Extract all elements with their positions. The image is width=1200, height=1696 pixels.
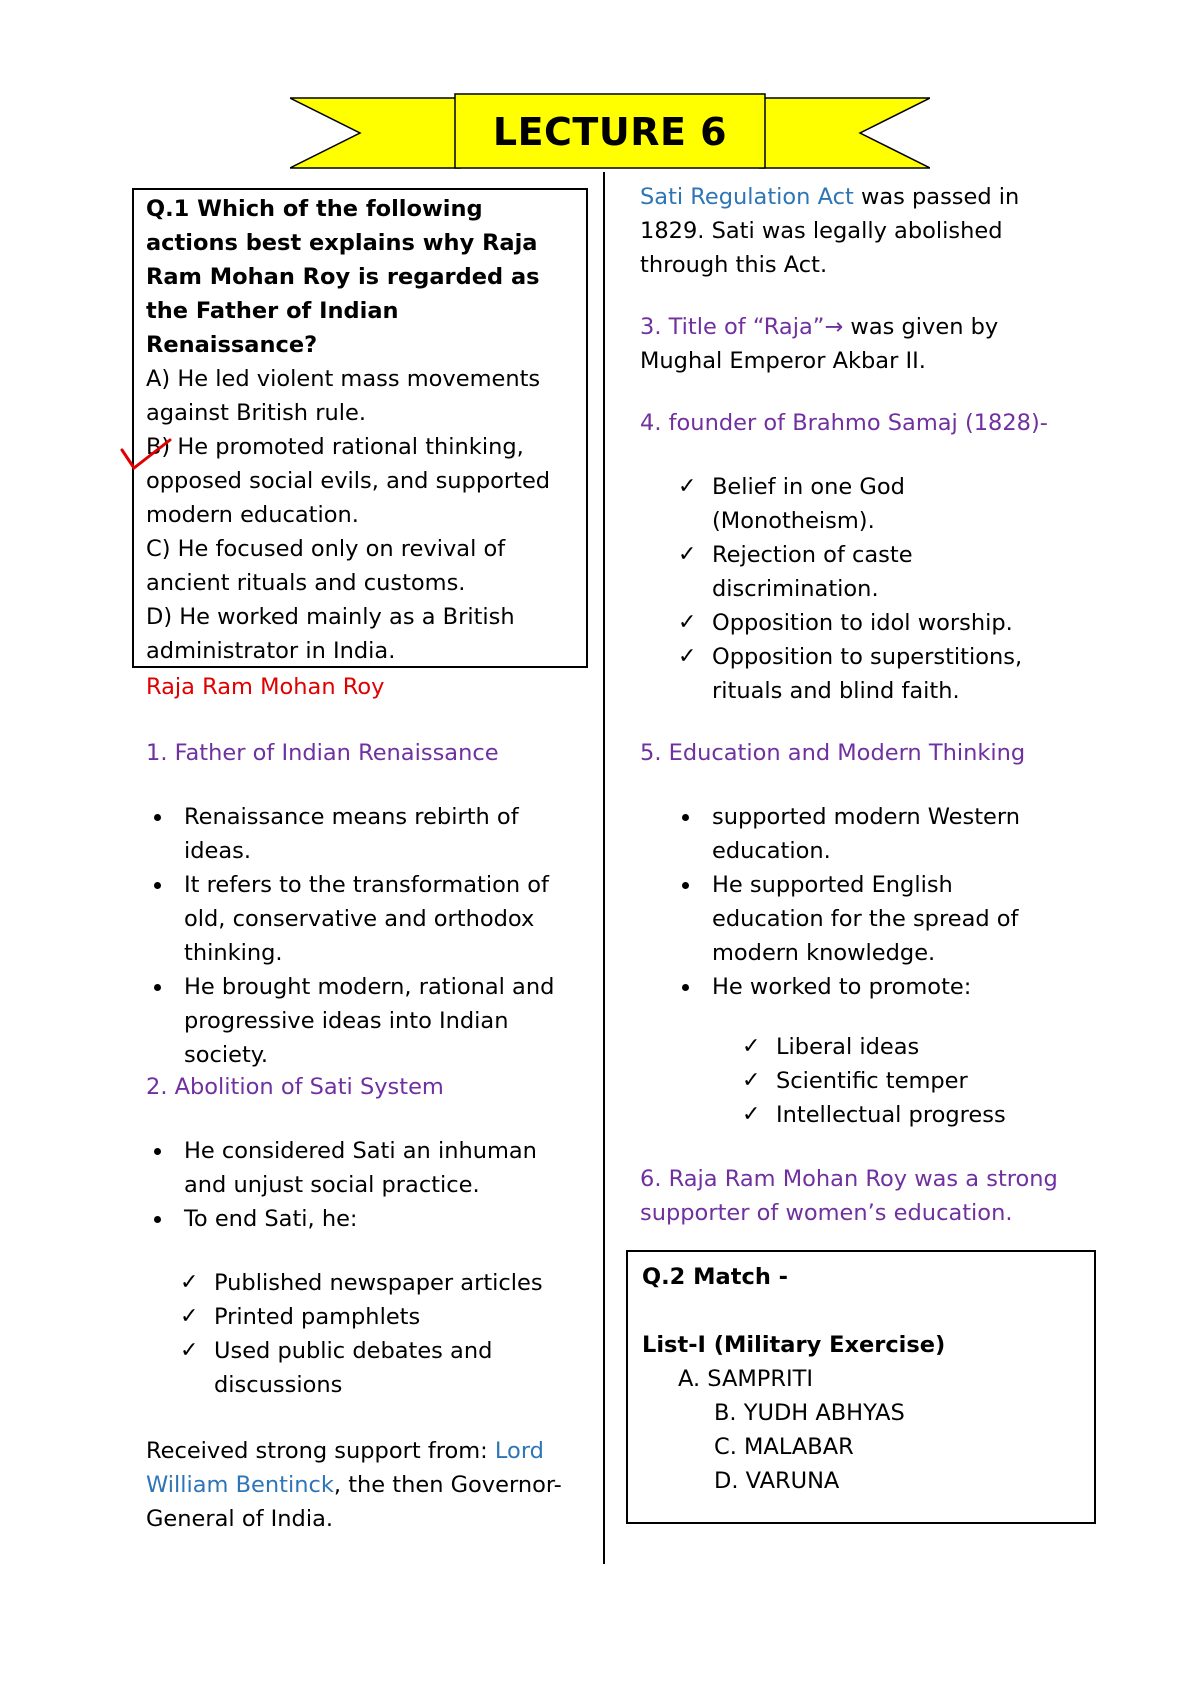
section-2-heading: 2. Abolition of Sati System — [146, 1074, 444, 1100]
section-3-heading: 3. Title of “Raja”→ — [640, 314, 844, 340]
list-item: To end Sati, he: — [146, 1202, 576, 1236]
section-3 — [640, 310, 1040, 378]
check-item: ✓ Published newspaper articles — [176, 1266, 566, 1300]
answer-tick-icon — [118, 436, 174, 472]
section-5-checklist — [738, 1030, 1038, 1132]
check-item: ✓ Intellectual progress — [738, 1098, 1038, 1132]
option-d: D) He worked mainly as a British administrator in India. — [146, 604, 515, 664]
check-item: ✓ Rejection of caste discrimination. — [674, 538, 1054, 606]
check-item: ✓ Printed pamphlets — [176, 1300, 566, 1334]
sati-act-name: Sati Regulation Act — [640, 184, 854, 210]
support-person: Lord William Bentinck — [146, 1438, 544, 1498]
option-b: B) He promoted rational thinking, opposed social evils, and supported modern education. — [146, 434, 551, 528]
section-6-heading: 6. Raja Ram Mohan Roy was a strong supporter of women’s education. — [640, 1166, 1058, 1226]
column-divider — [603, 172, 605, 1564]
check-item: ✓ Opposition to idol worship. — [674, 606, 1054, 640]
question-1-options — [146, 362, 576, 668]
section-1-list — [146, 800, 576, 1072]
list-item: supported modern Western education. — [674, 800, 1054, 868]
list-item: He supported English education for the spread of modern knowledge. — [674, 868, 1054, 970]
check-item: ✓ Opposition to superstitions, rituals and blind faith. — [674, 640, 1054, 708]
option-c: C) He focused only on revival of ancient rituals and customs. — [146, 536, 506, 596]
section-2-checklist — [176, 1266, 566, 1402]
check-item: ✓ Liberal ideas — [738, 1030, 1038, 1064]
match-item-a: A. SAMPRITI — [678, 1366, 814, 1392]
support-prefix: Received strong support from: — [146, 1438, 495, 1464]
question-2-heading: Q.2 Match - — [642, 1264, 789, 1290]
match-item-c: C. MALABAR — [714, 1434, 854, 1460]
support-suffix: , the then Governor-General of India. — [146, 1472, 562, 1532]
person-name: Raja Ram Mohan Roy — [146, 674, 385, 700]
sati-act-text — [640, 180, 1040, 282]
page-title: LECTURE 6 — [492, 110, 728, 154]
list-item: He considered Sati an inhuman and unjust social practice. — [146, 1134, 576, 1202]
section-5-list — [674, 800, 1054, 1004]
check-item: ✓ Used public debates and discussions — [176, 1334, 566, 1402]
list-1-title: List-I (Military Exercise) — [642, 1332, 946, 1358]
question-1-text: Q.1 Which of the following actions best explains why Raja Ram Mohan Roy is regarded as the Father of Indian Renaissance? — [146, 196, 540, 358]
list-item: He worked to promote: — [674, 970, 1054, 1004]
option-a: A) He led violent mass movements against British rule. — [146, 366, 541, 426]
section-4-checklist — [674, 470, 1054, 708]
section-2-list — [146, 1134, 576, 1236]
match-item-d: D. VARUNA — [714, 1468, 840, 1494]
check-item: ✓ Belief in one God (Monotheism). — [674, 470, 1054, 538]
section-1-heading: 1. Father of Indian Renaissance — [146, 740, 499, 766]
section-3-rest: was given by Mughal Emperor Akbar II. — [640, 314, 999, 374]
list-item: Renaissance means rebirth of ideas. — [146, 800, 576, 868]
list-item: He brought modern, rational and progressive ideas into Indian society. — [146, 970, 576, 1072]
check-item: ✓ Scientific temper — [738, 1064, 1038, 1098]
section-4-heading: 4. founder of Brahmo Samaj (1828)- — [640, 410, 1048, 436]
section-5-heading: 5. Education and Modern Thinking — [640, 740, 1026, 766]
sati-act-rest: was passed in 1829. Sati was legally abolished through this Act. — [640, 184, 1020, 278]
list-item: It refers to the transformation of old, conservative and orthodox thinking. — [146, 868, 576, 970]
support-text — [146, 1434, 576, 1536]
match-item-b: B. YUDH ABHYAS — [714, 1400, 905, 1426]
